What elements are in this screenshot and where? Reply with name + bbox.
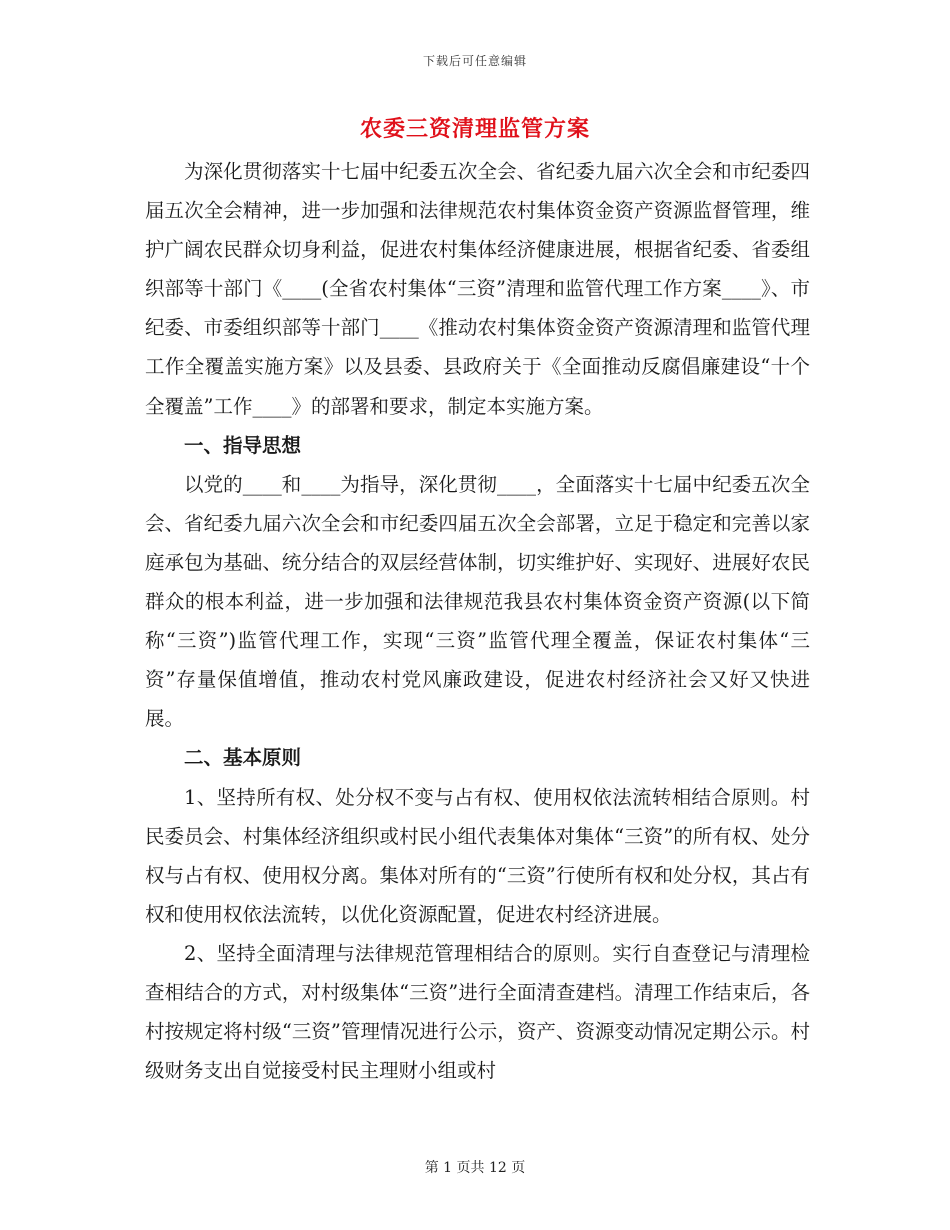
section-heading-basic-principles: 二、基本原则 (184, 746, 302, 770)
document-body (145, 152, 810, 1090)
intro-paragraph: 为深化贯彻落实十七届中纪委五次全会、省纪委九届六次全会和市纪委四届五次全会精神，进一步加强和法律规范农村集体资金资产资源监督管理，维护广阔农民群众切身利益，促进农村集体经济健康进展，根据省纪委、省委组织部等十部门《____(全省农村集体“三资”清理和监管代理工作方案____》、市纪委、市委组织部等十部门____《推动农村集体资金资产资源清理和监管代理工作全覆盖实施方案》以及县委、县政府关于《全面推动反腐倡廉建设“十个全覆盖”工作____》的部署和要求，制定本实施方案。 (145, 160, 810, 418)
section-heading-guiding-ideology: 一、指导思想 (184, 433, 302, 457)
principle-2-paragraph: 2、坚持全面清理与法律规范管理相结合的原则。实行自查登记与清理检查相结合的方式，对村级集体“三资”进行全面清查建档。清理工作结束后，各村按规定将村级“三资”管理情况进行公示，资产、资源变动情况定期公示。村级财务支出自觉接受村民主理财小组或村 (145, 941, 810, 1083)
document-title: 农委三资清理监管方案 (359, 116, 590, 142)
guiding-ideology-paragraph: 以党的____和____为指导，深化贯彻____，全面落实十七届中纪委五次全会、省纪委九届六次全会和市纪委四届五次全会部署，立足于稳定和完善以家庭承包为基础、统分结合的双层经营体制，切实维护好、实现好、进展好农民群众的根本利益，进一步加强和法律规范我县农村集体资金资产资源(以下简称“三资”)监管代理工作，实现“三资”监管代理全覆盖，保证农村集体“三资”存量保值增值，推动农村党风廉政建设，促进农村经济社会又好又快进展。 (145, 472, 810, 731)
page-header-note: 下载后可任意编辑 (422, 54, 527, 68)
principle-1-paragraph: 1、坚持所有权、处分权不变与占有权、使用权依法流转相结合原则。村民委员会、村集体经济组织或村民小组代表集体对集体“三资”的所有权、处分权与占有权、使用权分离。集体对所有的“三资”行使所有权和处分权，其占有权和使用权依法流转，以优化资源配置，促进农村经济进展。 (145, 785, 810, 926)
page-number-footer: 第 1 页共 12 页 (424, 1160, 526, 1176)
